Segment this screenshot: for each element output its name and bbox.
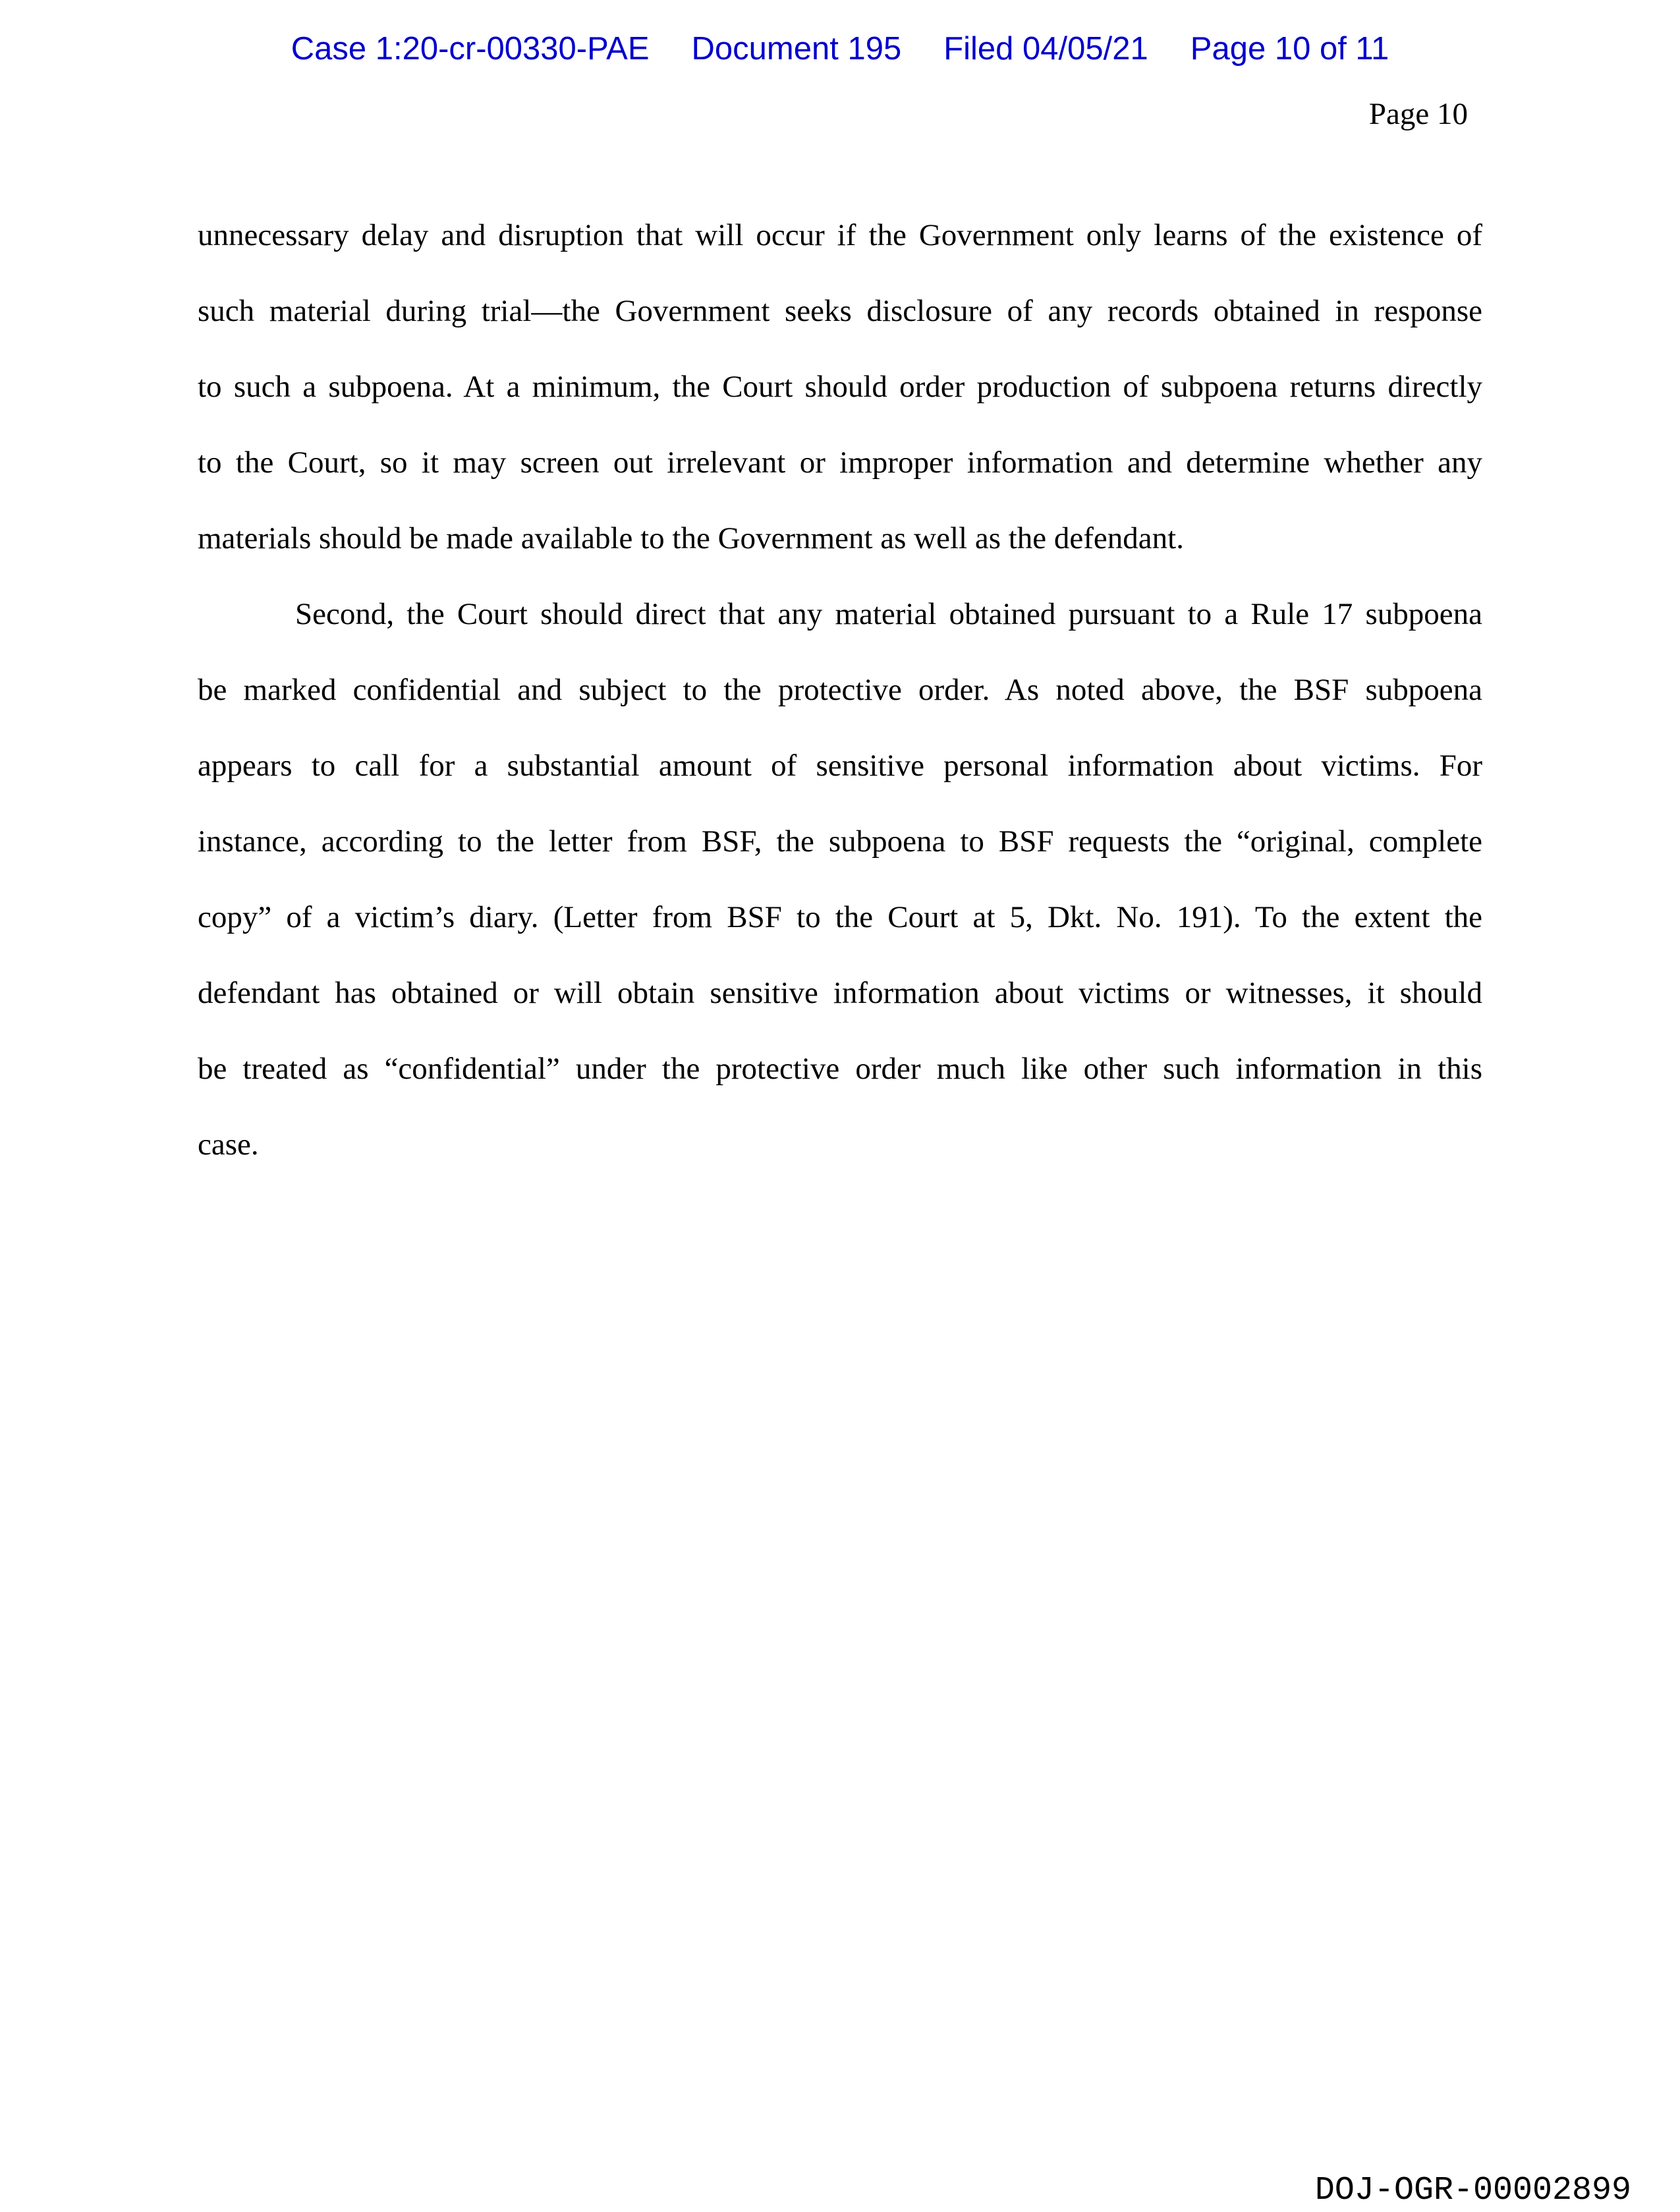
paragraph-2 bbox=[198, 577, 1482, 1183]
body-line: be marked confidential and subject to the protective order. As noted above, the BSF subpoena bbox=[198, 673, 1482, 707]
body-line: to such a subpoena. At a minimum, the Court should order production of subpoena returns directly bbox=[198, 370, 1482, 404]
body-line: appears to call for a substantial amount of sensitive personal information about victims. For bbox=[198, 749, 1482, 783]
document-number: Document 195 bbox=[691, 31, 902, 67]
body-line: materials should be made available to the Government as well as the defendant. bbox=[198, 521, 1184, 555]
page-of-pages: Page 10 of 11 bbox=[1190, 31, 1389, 67]
page-number-label: Page 10 bbox=[1368, 97, 1468, 131]
body-line: unnecessary delay and disruption that will occur if the Government only learns of the existence of bbox=[198, 218, 1482, 252]
document-body bbox=[198, 198, 1482, 1183]
body-line: to the Court, so it may screen out irrelevant or improper information and determine whether any bbox=[198, 445, 1482, 480]
filed-date: Filed 04/05/21 bbox=[943, 31, 1148, 67]
body-line: copy” of a victim’s diary. (Letter from BSF to the Court at 5, Dkt. No. 191). To the extent the bbox=[198, 900, 1482, 934]
case-header-stamp bbox=[0, 32, 1680, 67]
body-line: such material during trial—the Government seeks disclosure of any records obtained in response bbox=[198, 294, 1482, 328]
case-number: Case 1:20-cr-00330-PAE bbox=[291, 31, 650, 67]
body-line: defendant has obtained or will obtain sensitive information about victims or witnesses, it should bbox=[198, 976, 1482, 1010]
body-line: Second, the Court should direct that any material obtained pursuant to a Rule 17 subpoena bbox=[295, 597, 1482, 631]
body-line: instance, according to the letter from BSF, the subpoena to BSF requests the “original, complete bbox=[198, 824, 1482, 859]
body-line: case. bbox=[198, 1127, 259, 1162]
paragraph-1 bbox=[198, 198, 1482, 577]
body-line: be treated as “confidential” under the protective order much like other such information in this bbox=[198, 1052, 1482, 1086]
bates-number: DOJ-OGR-00002899 bbox=[1314, 2172, 1631, 2209]
